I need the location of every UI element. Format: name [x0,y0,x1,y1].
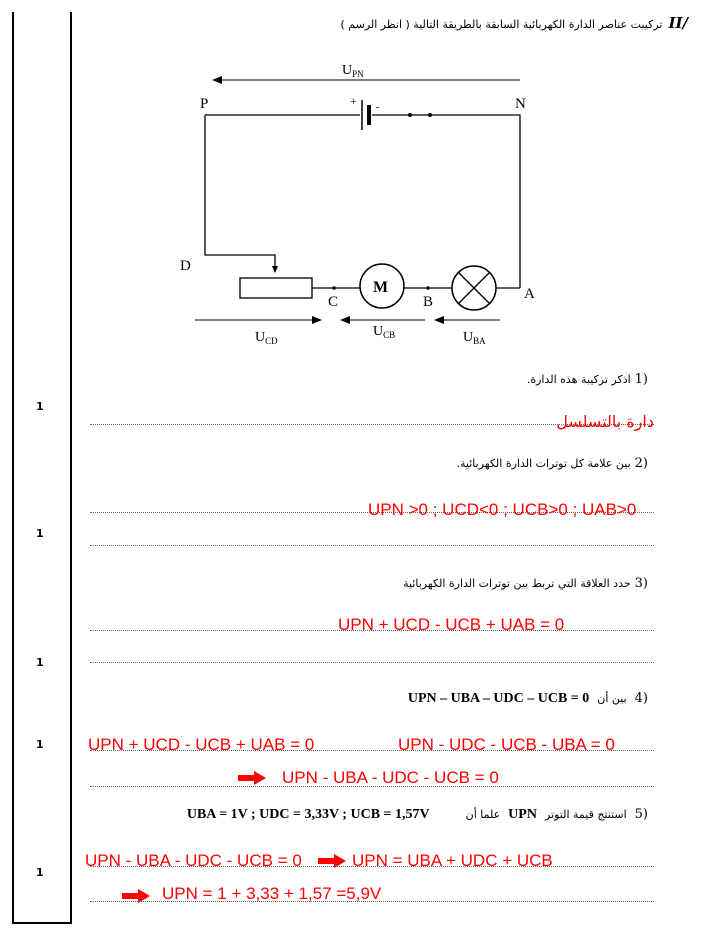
switch-contact-1 [408,113,412,117]
answer-5-line1-right: UPN = UBA + UDC + UCB [352,851,553,870]
grading-margin [12,12,72,924]
answer-line-2b [90,545,654,546]
arrow-icon-5a [318,854,346,868]
ucb-arrow-head [340,316,350,324]
answer-3: UPN + UCD - UCB + UAB = 0 [338,615,565,634]
question-4-equation: UPN – UBA – UDC – UCB = 0 [407,691,590,706]
answer-4-right: UPN - UDC - UCB - UBA = 0 [398,735,615,754]
section-heading-text: تركيبت عناصر الدارة الكهربائية السابقة بالطريقة التالية ( انظر الرسم ) [340,18,663,31]
question-3-num: 3) [634,576,648,591]
question-3-text: حدد العلاقة التي تربط بين توترات الدارة الكهربائية [403,577,631,590]
label-d: D [180,258,191,274]
ucb-label: $U_{CB}$ [373,324,396,340]
uba-arrow-head [434,316,444,324]
upn-label-u: $U_{PN}$ [342,63,364,79]
answer-2: UPN >0 ; UCD<0 ; UCB>0 ; UAB>0 [368,500,637,519]
answer-line-4b [90,786,654,787]
section-number: II/ [668,14,688,32]
ucd-arrow-head [312,316,322,324]
question-2-text: بين علامة كل توترات الدارة الكهربائية. [456,457,631,470]
rheostat-slider-arrow [272,266,278,273]
question-4 [408,691,648,707]
question-3 [403,576,648,591]
question-2 [457,456,648,471]
switch-contact-2 [428,113,432,117]
question-5-num: 5) [634,807,648,822]
battery-minus: - [376,102,380,113]
wire-left [205,115,275,272]
wire-top-right [372,115,520,288]
ucd-label: $U_{CD}$ [255,330,278,346]
label-b: B [423,294,434,310]
label-p: P [200,96,209,112]
question-1-num: 1) [634,372,648,387]
label-c: C [328,294,339,310]
question-4-num: 4) [634,691,648,706]
motor-label: M [373,279,389,296]
mark-q5: 1 [36,866,44,879]
answer-5-line2: UPN = 1 + 3,33 + 1,57 =5,9V [162,884,382,903]
question-4-text: بين أن [597,692,627,705]
answer-4-left: UPN + UCD - UCB + UAB = 0 [88,735,315,754]
question-1-text: اذكر تركيبة هذه الدارة. [526,373,631,386]
question-5-target: UPN [508,807,537,822]
answer-1: دارة بالتسلسل [556,412,654,431]
label-n: N [515,96,526,112]
question-5 [187,807,648,823]
question-5-given: UBA = 1V ; UDC = 3,33V ; UCB = 1,57V [186,807,430,822]
battery-plus: + [350,94,357,108]
section-heading [341,14,689,32]
uba-label: $U_{BA}$ [463,330,486,346]
upn-arrow-head [212,76,222,84]
node-b [426,286,430,290]
question-5-text: استنتج قيمة التوتر [544,808,627,821]
mark-q3: 1 [36,656,44,669]
answer-line-3b [90,662,654,663]
arrow-icon-4 [238,771,266,785]
label-a: A [524,286,535,302]
mark-q4: 1 [36,738,44,751]
question-1 [527,372,648,387]
node-c [332,286,336,290]
rheostat [240,278,312,298]
battery-short-plate [367,105,371,125]
question-2-num: 2) [634,456,648,471]
circuit-diagram [170,55,550,355]
mark-q1: 1 [36,400,44,413]
answer-4-result: UPN - UBA - UDC - UCB = 0 [282,768,499,787]
question-5-text2: علما أن [465,808,501,821]
mark-q2: 1 [36,527,44,540]
answer-line-5b [90,901,654,902]
answer-5-line1-left: UPN - UBA - UDC - UCB = 0 [85,851,302,870]
